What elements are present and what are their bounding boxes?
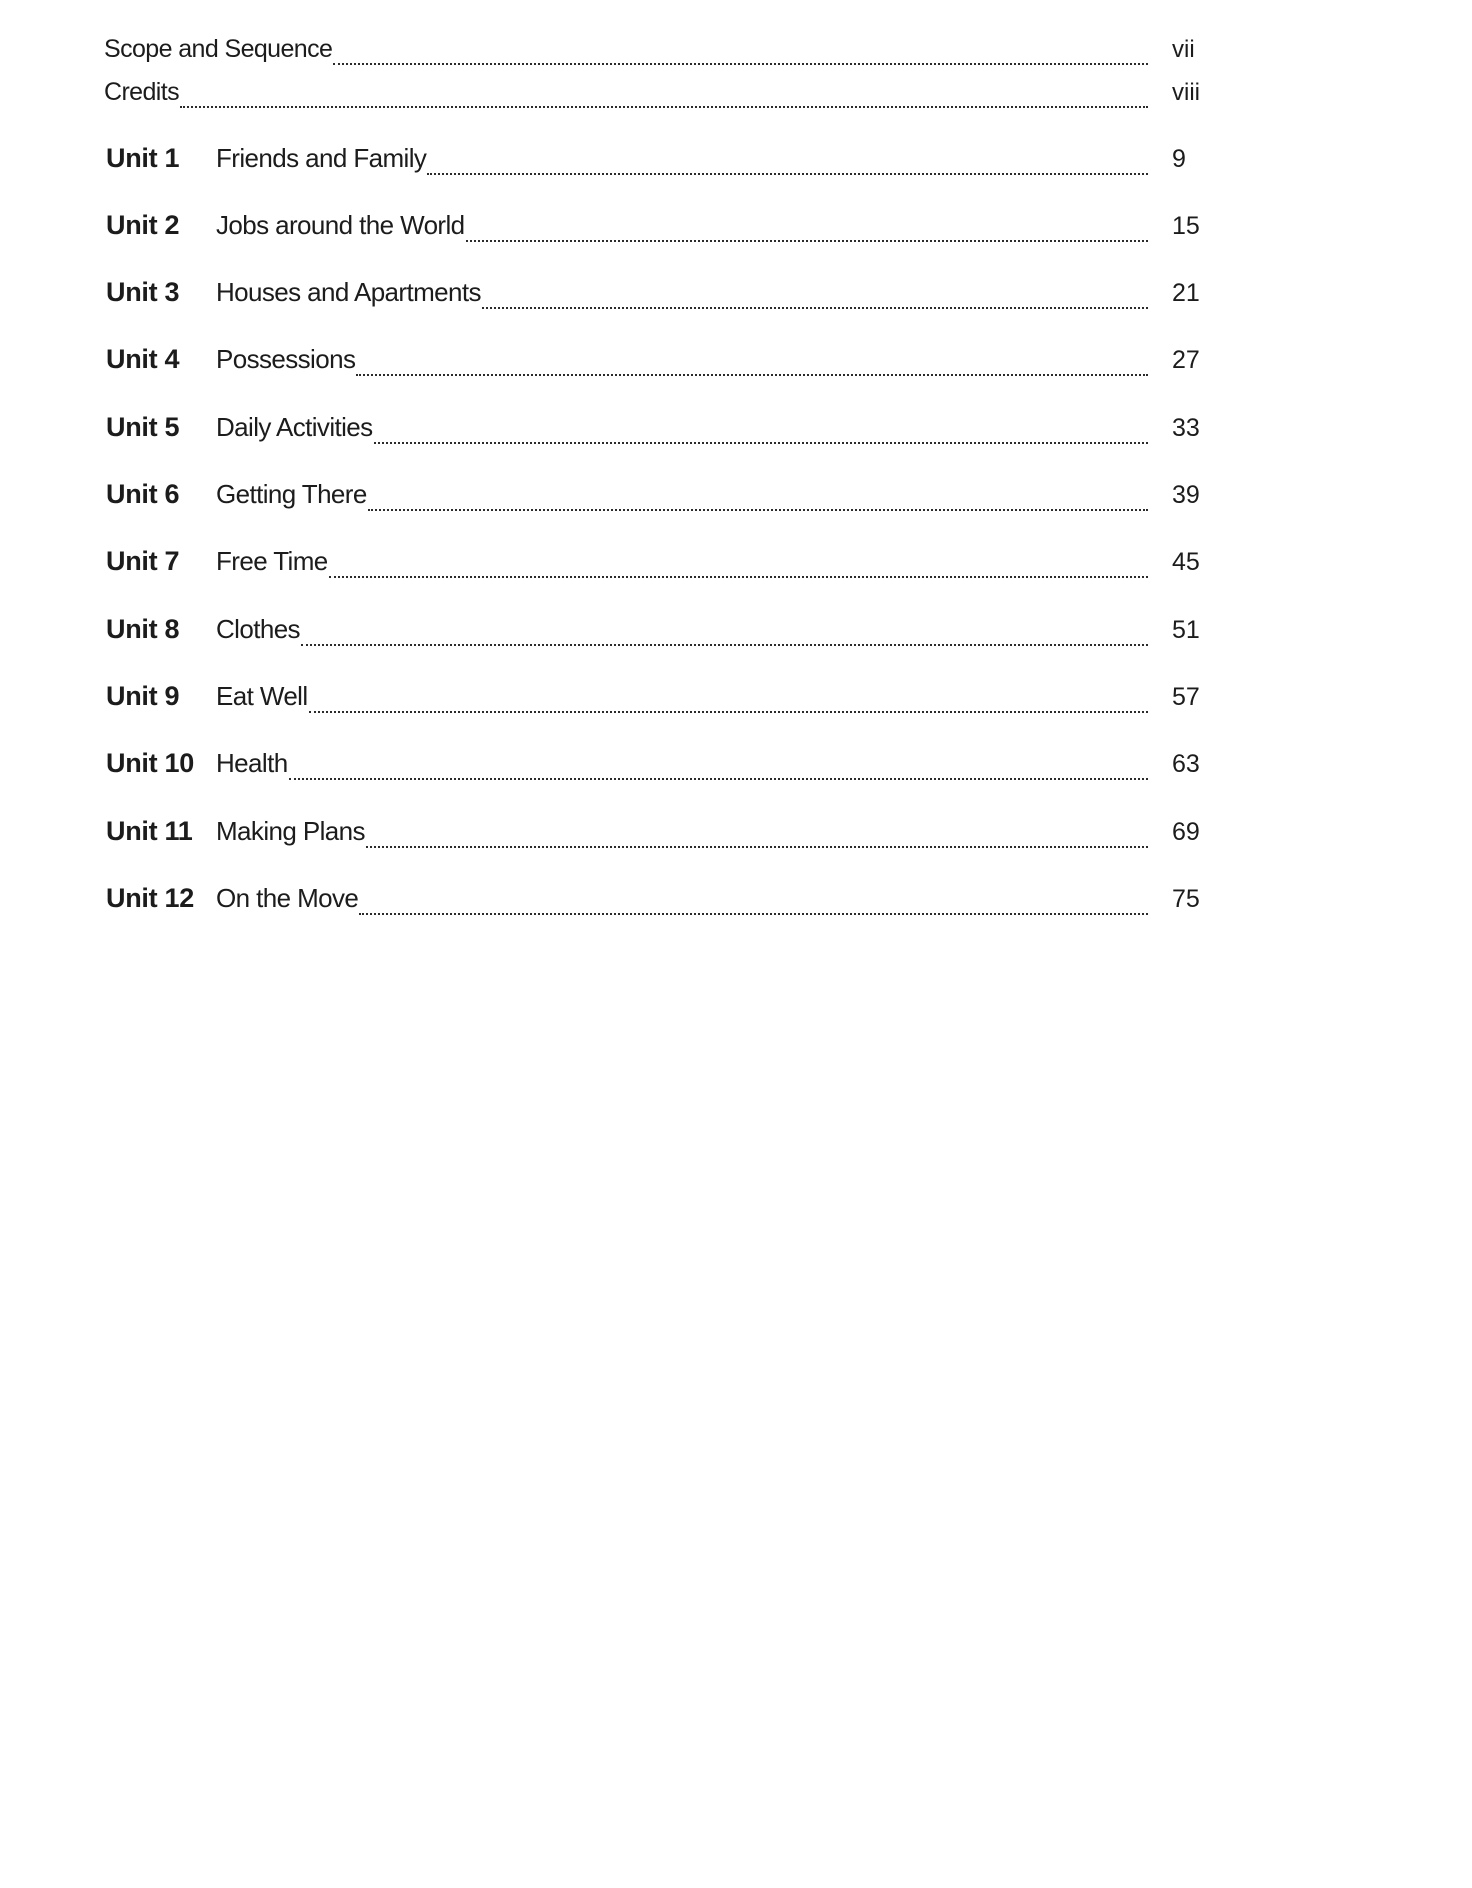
dot-leader [374, 442, 1148, 444]
toc-entry-unit-2[interactable] [106, 210, 1232, 250]
toc-entry-unit-9[interactable] [106, 681, 1232, 721]
entry-title: Getting There [216, 479, 367, 509]
toc-entry-unit-4[interactable] [106, 344, 1232, 384]
dot-leader [427, 173, 1148, 175]
entry-title: Houses and Apartments [216, 277, 481, 307]
toc-entry-unit-1[interactable] [106, 143, 1232, 183]
unit-label: Unit 9 [106, 681, 180, 711]
toc-entry-unit-7[interactable] [106, 546, 1232, 586]
unit-label: Unit 4 [106, 344, 180, 374]
entry-title: Health [216, 748, 288, 778]
entry-title: Possessions [216, 344, 356, 374]
page-number: 15 [1172, 212, 1200, 240]
entry-title: Free Time [216, 546, 328, 576]
unit-label: Unit 8 [106, 614, 180, 644]
dot-leader [466, 240, 1148, 242]
page-number: viii [1172, 79, 1200, 106]
unit-label: Unit 7 [106, 546, 180, 576]
page-number: 63 [1172, 750, 1200, 778]
dot-leader [482, 307, 1148, 309]
page-number: 75 [1172, 885, 1200, 913]
unit-label: Unit 12 [106, 883, 194, 913]
toc-entry-credits[interactable] [104, 78, 1232, 118]
entry-title: Friends and Family [216, 143, 427, 173]
unit-label: Unit 11 [106, 816, 193, 846]
page-number: 21 [1172, 279, 1200, 307]
dot-leader [356, 374, 1148, 376]
page-number: 33 [1172, 414, 1200, 442]
unit-label: Unit 6 [106, 479, 180, 509]
toc-entry-scope-and-sequence[interactable] [104, 35, 1232, 75]
page-number: 45 [1172, 548, 1200, 576]
unit-label: Unit 5 [106, 412, 180, 442]
unit-label: Unit 2 [106, 210, 180, 240]
dot-leader [180, 106, 1148, 108]
page-number: 57 [1172, 683, 1200, 711]
page-number: 27 [1172, 346, 1200, 374]
dot-leader [289, 778, 1148, 780]
dot-leader [333, 63, 1148, 65]
toc-entry-unit-8[interactable] [106, 614, 1232, 654]
dot-leader [359, 913, 1148, 915]
toc-entry-unit-5[interactable] [106, 412, 1232, 452]
page-number: 69 [1172, 818, 1200, 846]
page-number: 39 [1172, 481, 1200, 509]
entry-title: Clothes [216, 614, 300, 644]
entry-title: Scope and Sequence [104, 35, 333, 63]
page-number: 9 [1172, 145, 1186, 173]
entry-title: On the Move [216, 883, 359, 913]
entry-title: Making Plans [216, 816, 365, 846]
dot-leader [366, 846, 1148, 848]
toc-entry-unit-3[interactable] [106, 277, 1232, 317]
page-number: vii [1172, 36, 1195, 63]
unit-label: Unit 3 [106, 277, 180, 307]
toc-entry-unit-12[interactable] [106, 883, 1232, 923]
entry-title: Credits [104, 78, 179, 106]
entry-title: Eat Well [216, 681, 308, 711]
dot-leader [368, 509, 1148, 511]
toc-entry-unit-11[interactable] [106, 816, 1232, 856]
dot-leader [301, 644, 1148, 646]
unit-label: Unit 1 [106, 143, 180, 173]
entry-title: Jobs around the World [216, 210, 465, 240]
dot-leader [309, 711, 1148, 713]
page-number: 51 [1172, 616, 1200, 644]
entry-title: Daily Activities [216, 412, 373, 442]
toc-entry-unit-10[interactable] [106, 748, 1232, 788]
toc-entry-unit-6[interactable] [106, 479, 1232, 519]
unit-label: Unit 10 [106, 748, 194, 778]
dot-leader [329, 576, 1148, 578]
